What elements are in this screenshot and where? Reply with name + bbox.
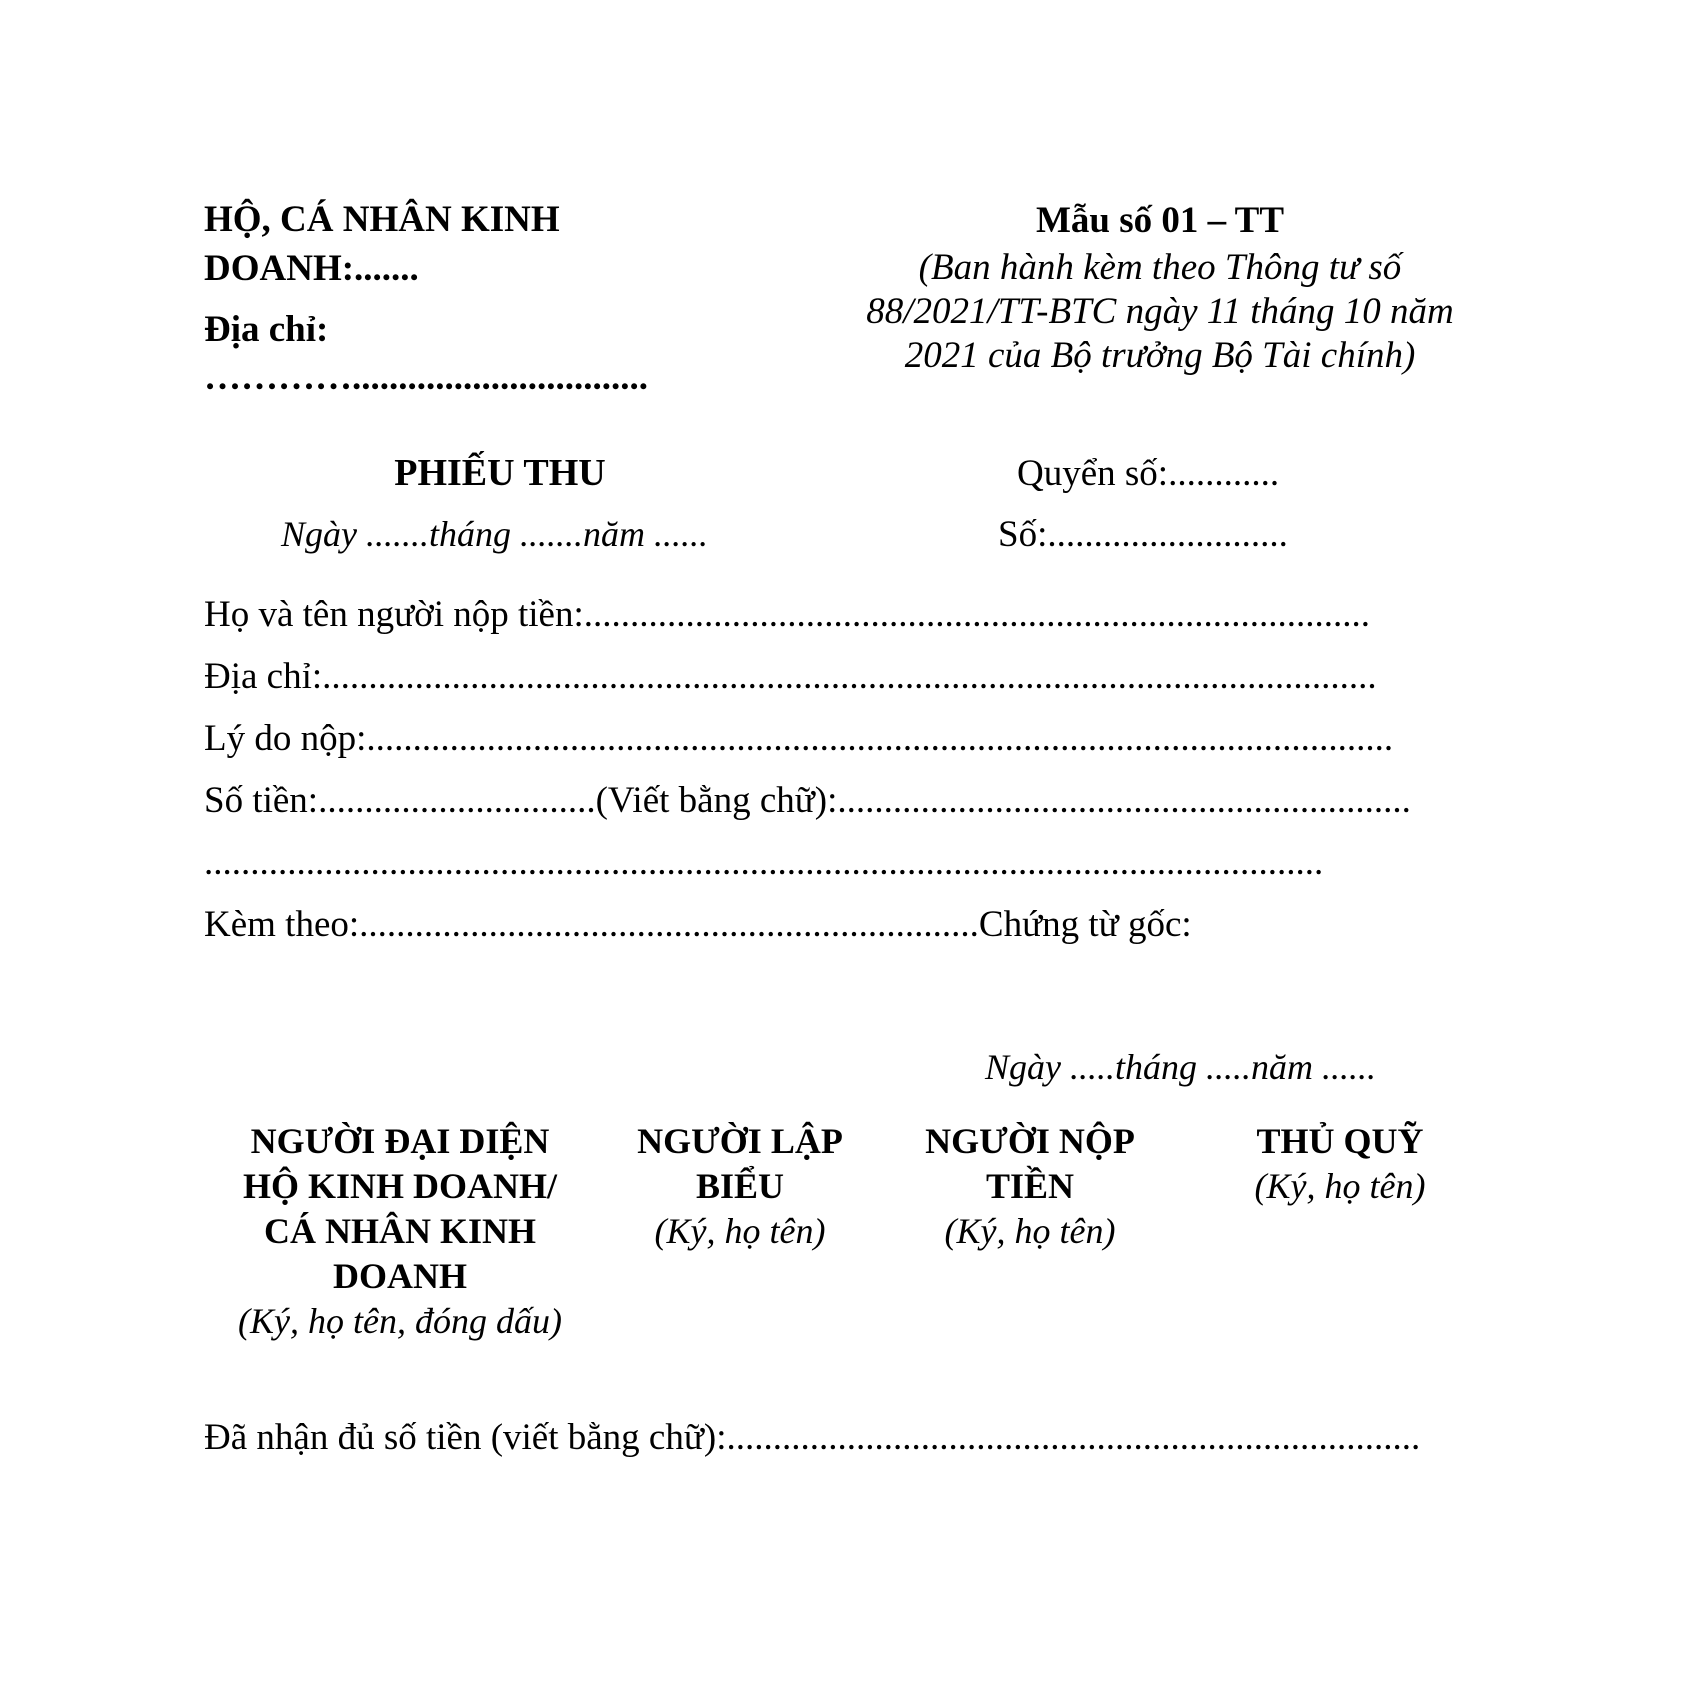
signature-title-line: THỦ QUỸ [1256, 1121, 1424, 1161]
signature-title-line: HỘ KINH DOANH/ [242, 1166, 557, 1206]
signature-payer [880, 1119, 1180, 1254]
business-name-line1: HỘ, CÁ NHÂN KINH [204, 199, 560, 240]
receipt-number: Số:.......................... [998, 514, 1288, 555]
signature-title-line: NGƯỜI NỘP [925, 1121, 1135, 1161]
signature-date: Ngày .....tháng .....năm ...... [985, 1047, 1376, 1087]
signature-title-line: CÁ NHÂN KINH [263, 1211, 536, 1251]
page-title: PHIẾU THU [394, 452, 606, 494]
payer-name-field: Họ và tên người nộp tiền:..................................................................................... [204, 594, 1371, 635]
signature-instruction: (Ký, họ tên) [654, 1211, 826, 1251]
amount-continuation-line: ......................................................................................................................... [204, 842, 1324, 883]
signature-preparer [600, 1119, 880, 1254]
signature-instruction: (Ký, họ tên) [1254, 1166, 1426, 1206]
signature-instruction: (Ký, họ tên, đóng dấu) [238, 1301, 562, 1341]
signature-title-line: TIỀN [985, 1166, 1075, 1206]
attached-documents-field: Kèm theo:...................................................................Chứng từ gốc: [204, 904, 1192, 945]
reason-field: Lý do nộp:............................................................................................................... [204, 718, 1394, 759]
signature-title-line: NGƯỜI LẬP [637, 1121, 843, 1161]
received-amount-field: Đã nhận đủ số tiền (viết bằng chữ):........................................................................... [204, 1417, 1421, 1458]
form-code: Mẫu số 01 – TT [1035, 200, 1285, 241]
issued-note-line2: 88/2021/TT-BTC ngày 11 tháng 10 năm [866, 291, 1454, 332]
issued-note-line1: (Ban hành kèm theo Thông tư số [918, 247, 1402, 288]
signature-title-line: NGƯỜI ĐẠI DIỆN [250, 1121, 550, 1161]
signature-title-line: BIỂU [695, 1166, 785, 1206]
signature-representative [200, 1119, 600, 1344]
signature-instruction: (Ký, họ tên) [944, 1211, 1116, 1251]
signature-cashier [1190, 1119, 1490, 1209]
book-number: Quyển số:............ [1017, 453, 1280, 494]
form-header [820, 196, 1500, 378]
business-name-line2: DOANH:....... [204, 248, 419, 289]
issued-note-line3: 2021 của Bộ trưởng Bộ Tài chính) [904, 335, 1416, 376]
amount-field: Số tiền:..............................(Viết bằng chữ):.............................................................. [204, 780, 1411, 821]
payer-address-field: Địa chỉ:.................................................................................................................. [204, 656, 1377, 697]
receipt-date: Ngày .......tháng .......năm ...... [281, 514, 708, 554]
business-address-dots: …………................................ [204, 357, 648, 398]
signature-title-line: DOANH [333, 1256, 467, 1296]
business-address-label: Địa chỉ: [204, 309, 329, 350]
